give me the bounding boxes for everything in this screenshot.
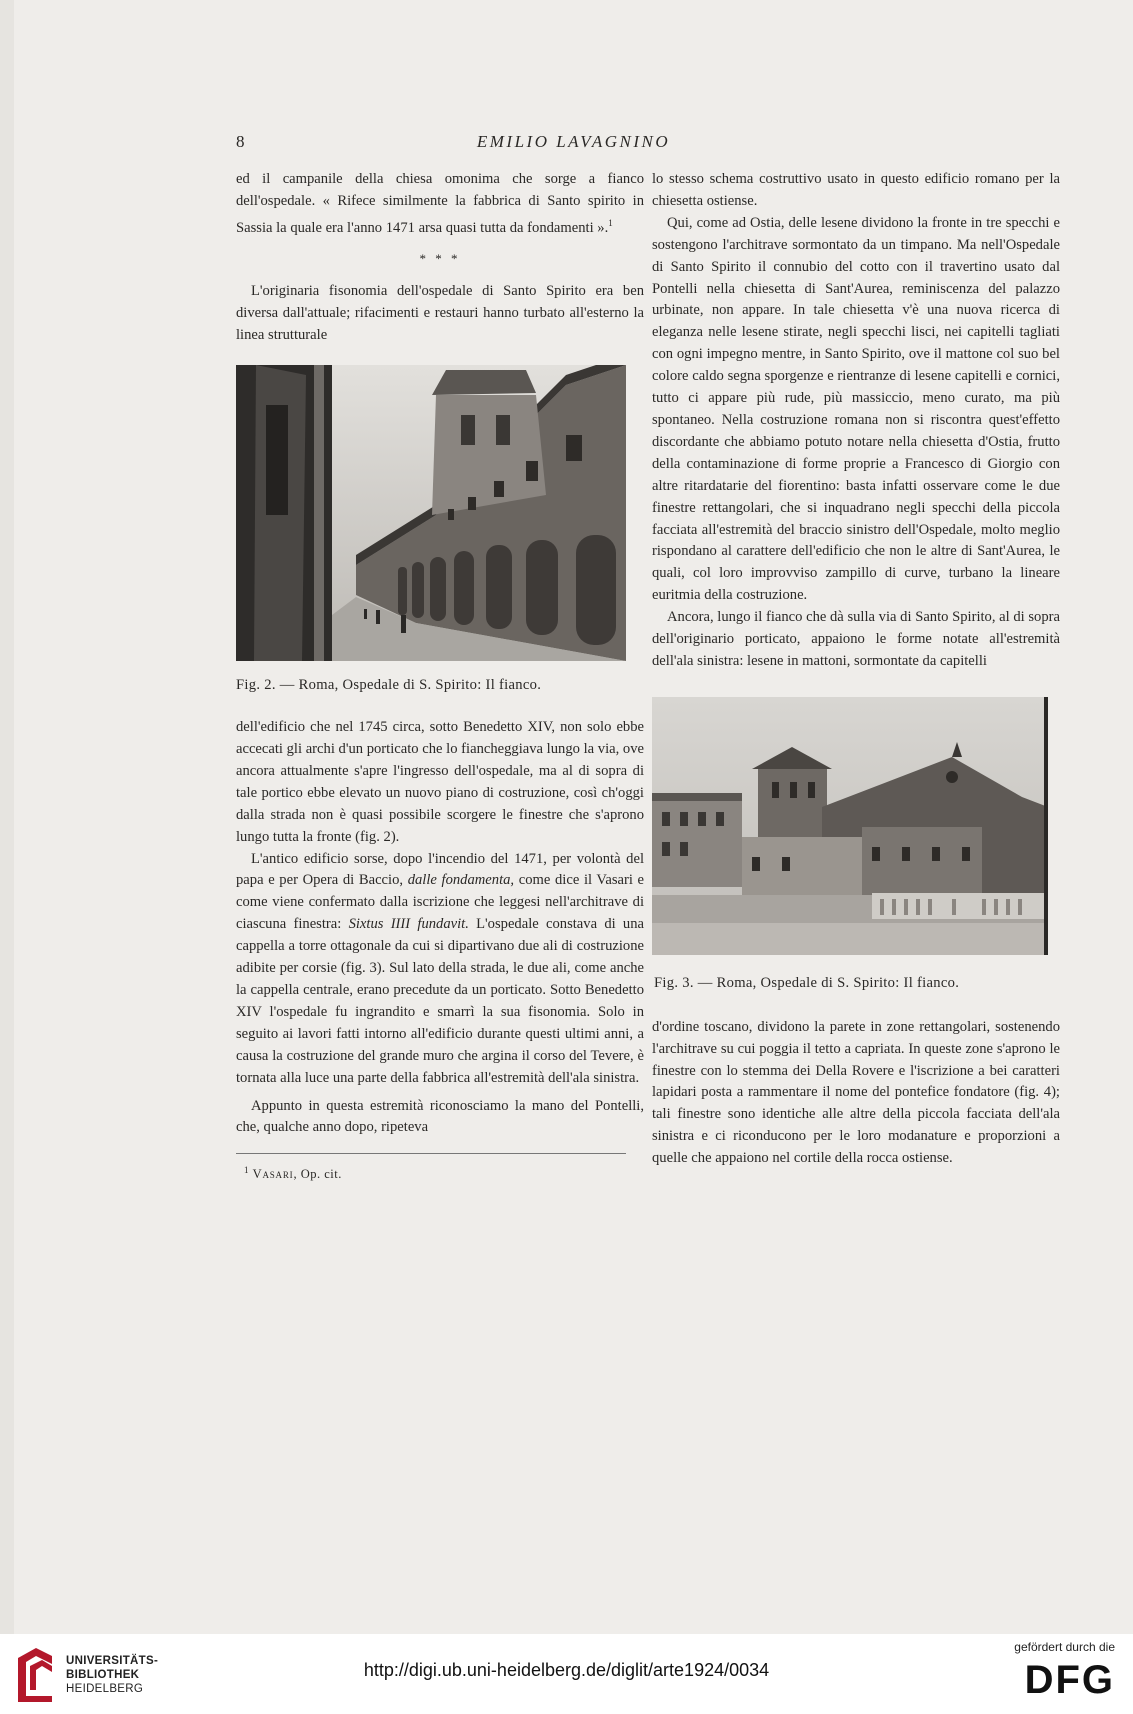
- section-break: * * *: [419, 250, 461, 266]
- fig2-photo: [236, 365, 626, 661]
- fig3-photo: [652, 697, 1048, 955]
- fig3-caption: Fig. 3. — Roma, Ospedale di S. Spirito: Il fianco.: [654, 974, 960, 991]
- right-column: [652, 169, 1060, 1170]
- funding-label: gefördert durch die: [1014, 1640, 1115, 1654]
- footnote-ref[interactable]: 1: [608, 217, 613, 228]
- footer-bar: [0, 1634, 1133, 1714]
- running-title: EMILIO LAVAGNINO: [476, 132, 671, 151]
- figure-2: [236, 365, 644, 697]
- page-number: 8: [236, 132, 246, 151]
- right-paragraph-2: Qui, come ad Ostia, delle lesene dividono la fronte in tre specchi e sostengono l'architrave sormontato da un timpano. Ma nell'Ospedale di Santo Spirito il connubio del cotto con il travertino usato dal Pontelli nella chiesetta di Sant'Aurea, reminiscenza del palazzo urbinate, non appare. In tale chiesetta v'è una nuova ricerca di eleganza nelle lesene stirate, negli specchi lisci, nei capitelli tagliati con ogni impegno mentre, in Santo Spirito, ove il mattone col suo bel colore caldo segna sporgenze e rientranze di lesene capitelli e cornici, tutto ci appare più rude, più massiccio, meno curato, ma più spontaneo. Nella costruzione romana non si riscontra quest'effetto discordante che abbiamo potuto notare nella chiesetta d'Ostia, frutto della contaminazione di forme proprie a Francesco di Giorgio con altre ritardatarie del fiorentino: basta infatti osservare come le due finestre rettangolari, che si inquadrano negli specchi della piccola facciata all'estremità del braccio sinistro dell'Ospedale, molto meglio rispondano al carattere dell'edificio che non le altre di Sant'Aurea, le quali, col loro improvviso zampillo di curve, turbano la lineare euritmia della costruzione.: [652, 214, 1060, 604]
- left-paragraph-3: dell'edificio che nel 1745 circa, sotto Benedetto XIV, non solo ebbe accecati gli archi d'un porticato che lo fiancheggiava lungo la via, ove ancora attualmente s'apre l'ingresso dell'ospedale, ma al di sopra di tale portico ebbe elevato un nuovo piano di costruzione, così ch'oggi dalla strada non è quasi possibile scorgere le finestre che s'aprono lungo tutta la fronte (fig. 2).: [236, 719, 644, 845]
- left-paragraph-5: Appunto in questa estremità riconosciamo la mano del Pontelli, che, qualche anno dopo, ripeteva: [236, 1097, 644, 1136]
- left-paragraph-1: ed il campanile della chiesa omonima che sorge a fianco dell'ospedale. « Rifece similmente la fabbrica di Santo spirito in Sassia la quale era l'anno 1471 arsa quasi tutta da fondamenti ».$^1$: [236, 171, 644, 236]
- left-paragraph-4: L'antico edificio sorse, dopo l'incendio del 1471, per volontà del papa e per Opera di Baccio, dalle fondamenta, come dice il Vasari e come viene confermato dalla iscrizione che leggesi nell'architrave di ciascuna finestra: Sixtus IIII fundavit. L'ospedale constava di una cappella a torre ottagonale da cui si dipartivano due ali di costruzione adibite per corsie (fig. 3). Sul lato della strada, le due ali, come anche la cappella centrale, erano precedute da un porticato. Sotto Benedetto XIV l'ospedale fu ingrandito e smarrì la sua fisonomia. Solo in seguito ai lavori fatti intorno all'edificio durante questi ultimi anni, a causa la costruzione del grande muro che argina il corso del Tevere, è tornata alla luce una parte della fabbrica all'estremità dell'ala sinistra.: [236, 850, 645, 1086]
- dfg-logo[interactable]: DFG: [1024, 1658, 1115, 1702]
- right-paragraph-4: d'ordine toscano, dividono la parete in zone rettangolari, sostenendo l'architrave su cui poggia il tetto a capriata. In queste zone s'aprono le finestre con lo stemma dei Della Rovere e l'iscrizione a bei caratteri lapidari posta a rammentare il nome del pontefice fondatore (fig. 4); tali finestre sono identiche alle altre della piccola facciata dell'ala sinistra e ci riconducono per le loro modanature e proporzioni a quelle che appaiono nel cortile della rocca ostiense.: [652, 1018, 1060, 1167]
- library-name: UNIVERSITÄTS- BIBLIOTHEK HEIDELBERG: [66, 1655, 159, 1695]
- right-paragraph-3: Ancora, lungo il fianco che dà sulla via di Santo Spirito, al di sopra dell'originario porticato, appaiono le forme notate all'estremità dell'ala sinistra: lesene in mattoni, sormontate da capitelli: [652, 609, 1060, 669]
- page-header: [14, 128, 1133, 158]
- fig2-caption: Fig. 2. — Roma, Ospedale di S. Spirito: Il fianco.: [236, 677, 542, 694]
- figure-3: [652, 697, 1060, 995]
- right-paragraph-1: lo stesso schema costruttivo usato in questo edificio romano per la chiesetta ostiense.: [652, 171, 1060, 209]
- left-paragraph-2: L'originaria fisonomia dell'ospedale di Santo Spirito era ben diversa dall'attuale; rifacimenti e restauri hanno turbato all'esterno la linea strutturale: [236, 283, 644, 344]
- footnote: $^1$ Vasari, Op. cit.: [244, 1165, 342, 1182]
- scanned-page: [14, 0, 1133, 1634]
- footnote-rule: [236, 1153, 626, 1154]
- left-column: [236, 169, 644, 1186]
- source-url-link[interactable]: http://digi.ub.uni-heidelberg.de/diglit/arte1924/0034: [363, 1660, 770, 1680]
